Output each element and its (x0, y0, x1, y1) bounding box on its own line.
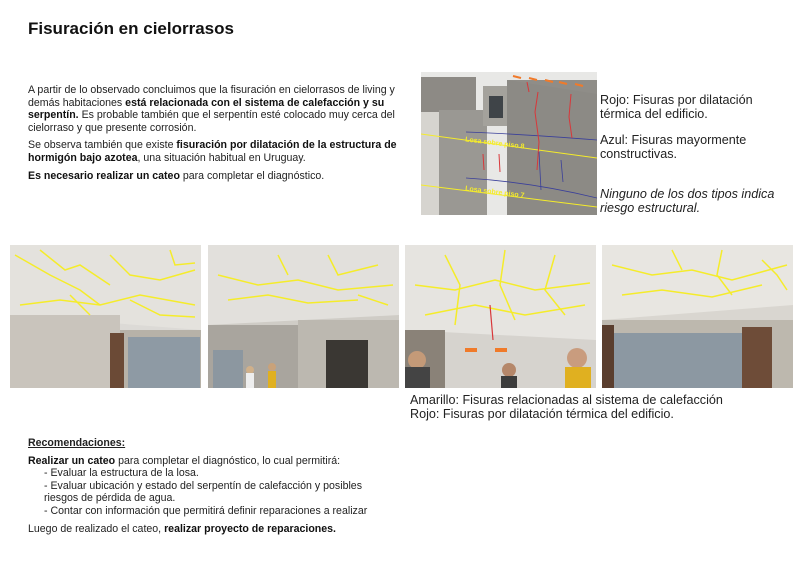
ceiling-photo-1 (10, 245, 201, 388)
bold-text: Realizar un cateo (28, 454, 116, 467)
intro-text (28, 84, 398, 187)
legend-blue: Azul: Fisuras mayormente constructivas. (600, 133, 747, 161)
text: Se observa también que existe (28, 139, 177, 152)
text: para completar el diagnóstico. (179, 169, 325, 182)
ceiling-photo-4 (602, 245, 793, 388)
text: A partir de lo observado concluimos que la fisuración en cielorrasos de living y demás habitaciones (28, 84, 395, 109)
caption-red: Rojo: Fisuras por dilatación térmica del edificio. (410, 406, 674, 421)
bold-text: Es necesario realizar un cateo (28, 169, 180, 182)
slab-label-floor-7: Losa sobre piso 7 (464, 185, 525, 200)
bold-text: fisuración por dilatación de la estructura de hormigón bajo azotea (28, 139, 397, 164)
recommendation-item: - Evaluar la estructura de la losa. (44, 467, 199, 480)
recommendation-item-continued: riesgos de pérdida de agua. (44, 492, 176, 505)
ceiling-photo-3 (405, 245, 596, 388)
intro-paragraph-2 (28, 139, 398, 164)
bold-text: realizar proyecto de reparaciones. (164, 522, 336, 535)
slab-label-floor-8: Losa sobre piso 8 (464, 136, 525, 151)
intro-paragraph-3 (28, 170, 398, 183)
recommendations-section (28, 437, 408, 535)
ceiling-photo-2 (208, 245, 399, 388)
building-facade-photo (421, 72, 597, 215)
text: Es probable también que el serpentín esté colocado muy cerca del cielorraso y que presente corrosión. (28, 109, 395, 134)
recommendations-intro (28, 455, 408, 468)
recommendation-item: - Contar con información que permitirá definir reparaciones a realizar (44, 504, 368, 517)
text: , una situación habitual en Uruguay. (137, 151, 306, 164)
recommendations-final (28, 523, 408, 536)
page-title: Fisuración en cielorrasos (28, 19, 234, 38)
legend-no-risk: Ninguno de los dos tipos indica riesgo estructural. (600, 187, 775, 215)
photo-caption (410, 394, 723, 421)
text: para completar el diagnóstico, lo cual permitirá: (115, 454, 341, 467)
caption-yellow: Amarillo: Fisuras relacionadas al sistema de calefacción (410, 393, 723, 407)
recommendation-item: - Evaluar ubicación y estado del serpentín de calefacción y posibles (44, 479, 362, 492)
recommendations-heading: Recomendaciones: (28, 437, 126, 449)
legend-red: Rojo: Fisuras por dilatación térmica del edificio. (600, 93, 753, 121)
bold-text: está relacionada con el sistema de calefacción y su serpentín. (28, 96, 385, 122)
intro-paragraph-1 (28, 84, 398, 134)
text: Luego de realizado el cateo, (28, 522, 165, 535)
